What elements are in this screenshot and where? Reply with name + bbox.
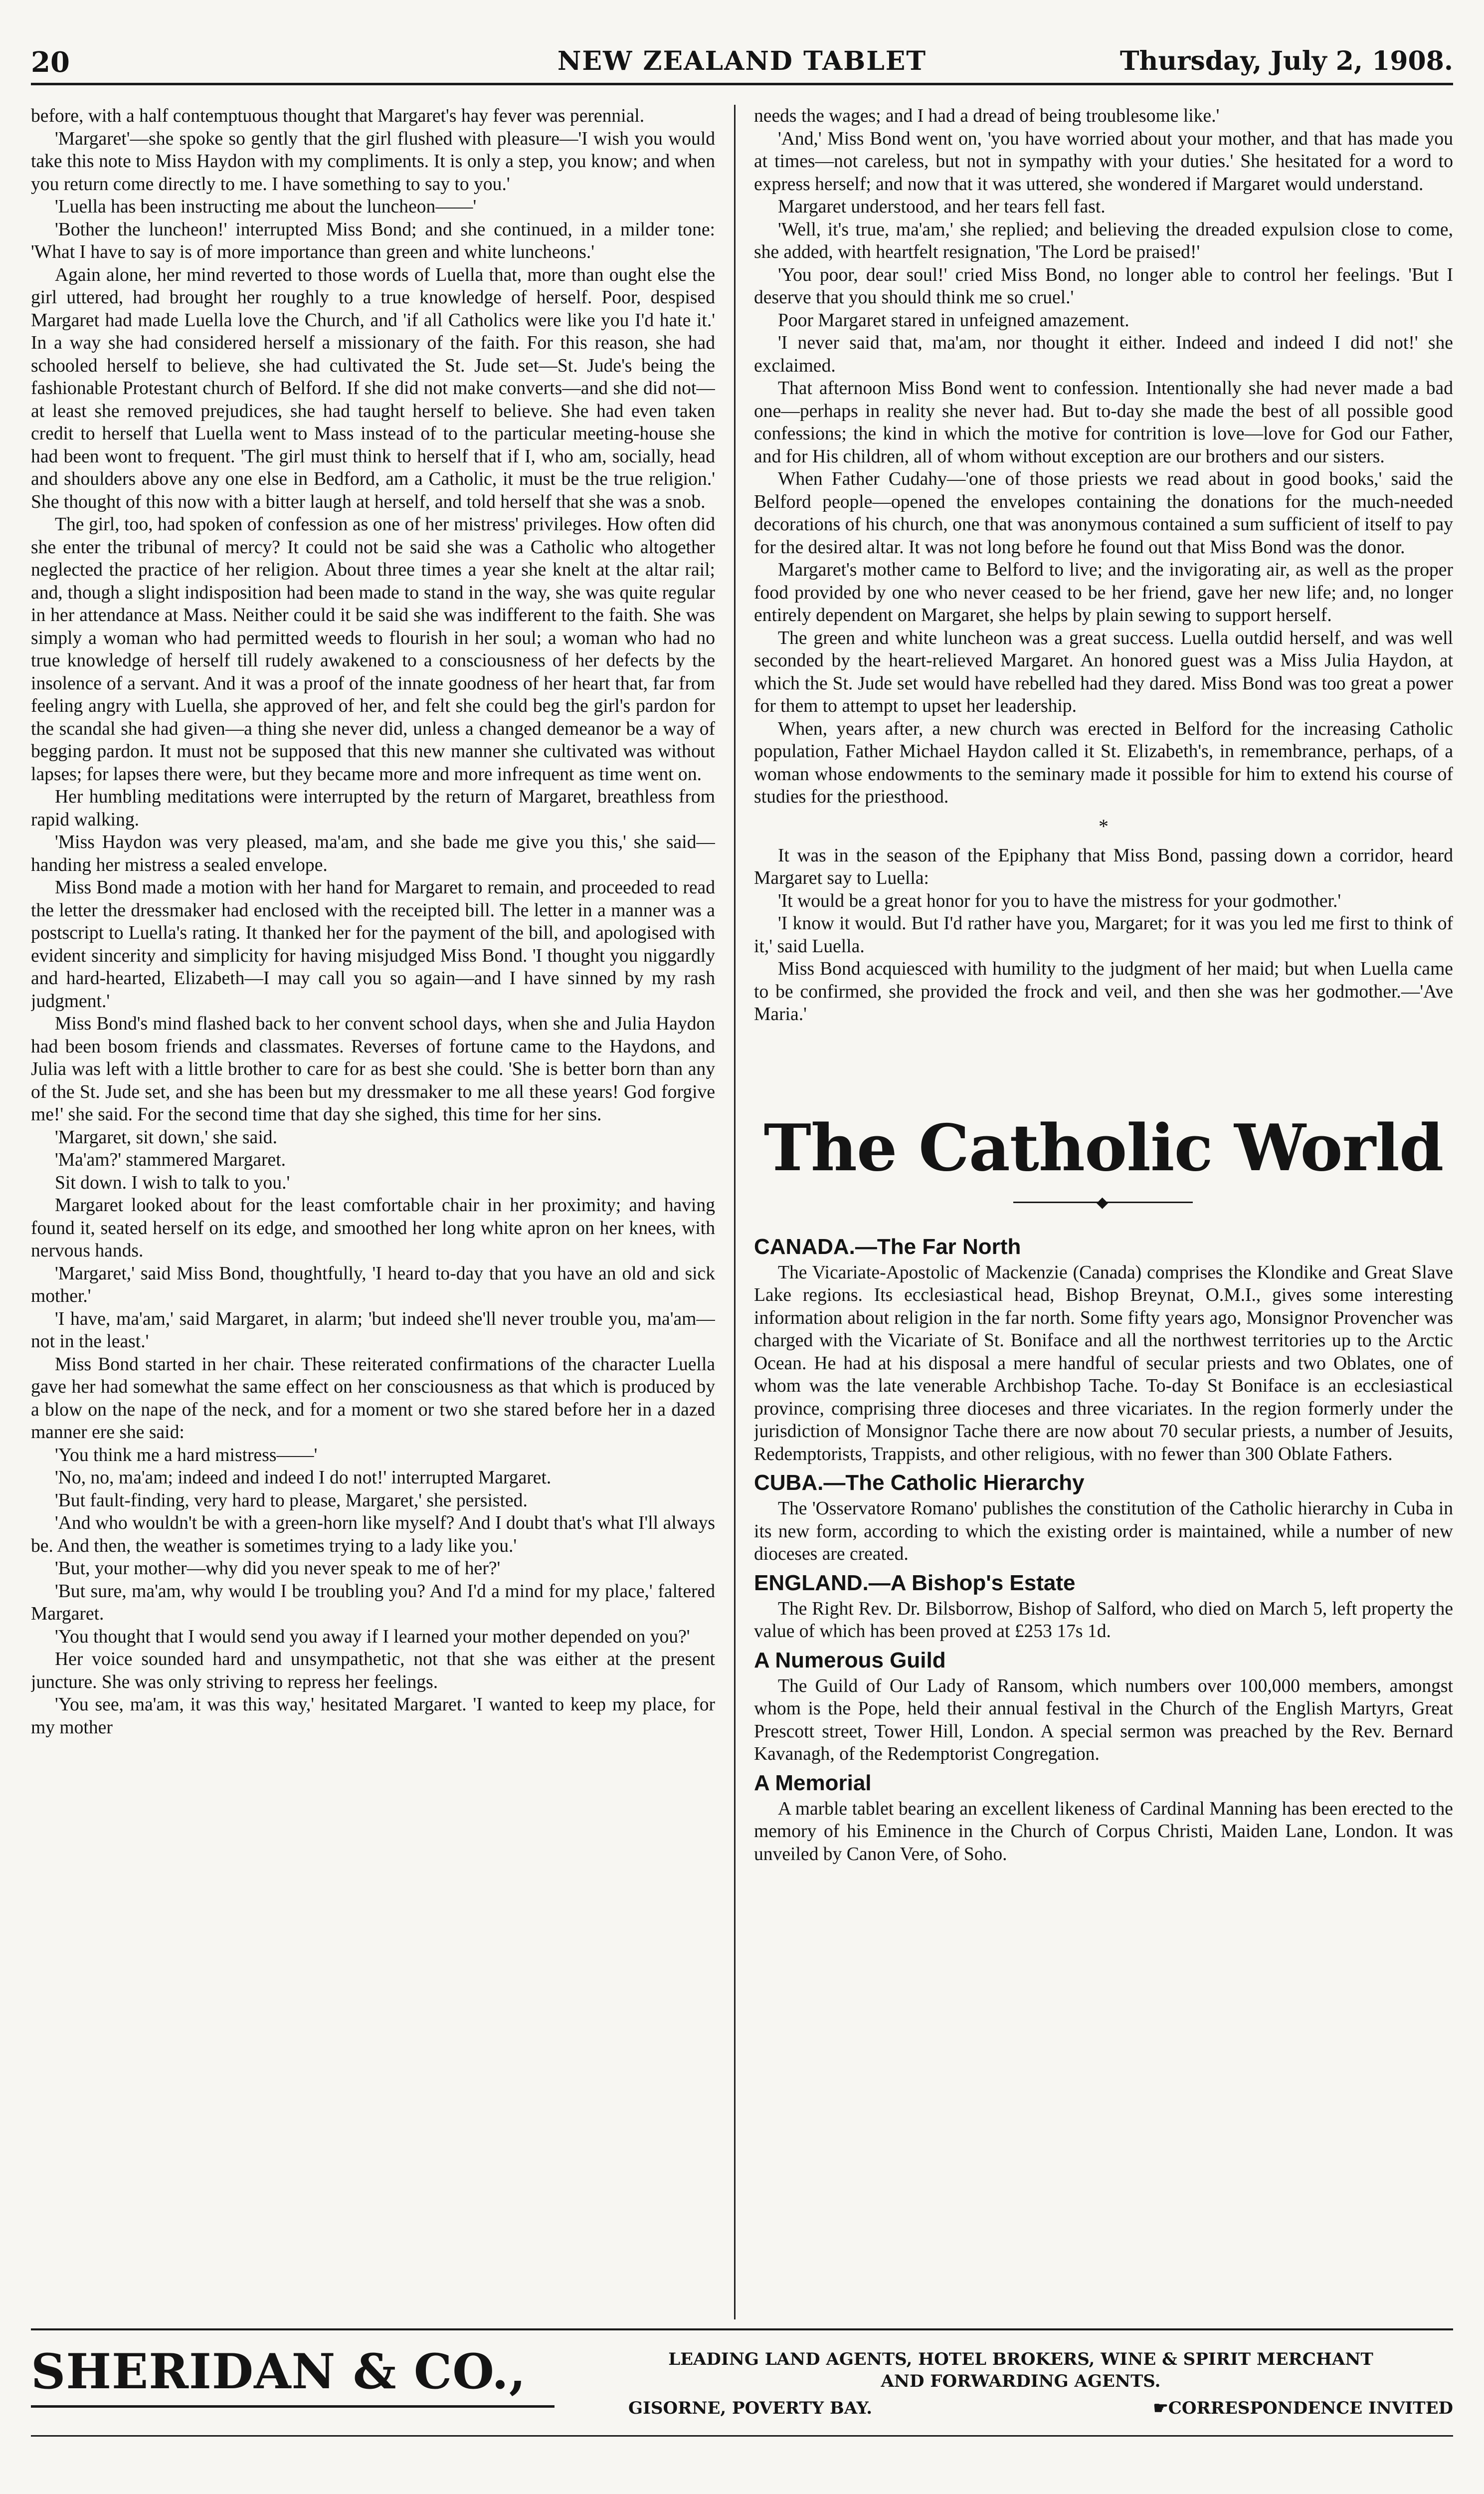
paragraph: Her voice sounded hard and unsympathetic, not that she was either at the present juncture. She was only striving to repress her feelings. bbox=[31, 1649, 715, 1692]
paragraph: Sit down. I wish to talk to you.' bbox=[55, 1172, 290, 1193]
news-heading: A Memorial bbox=[754, 1770, 872, 1795]
paragraph: 'You think me a hard mistress——' bbox=[55, 1445, 318, 1465]
paragraph: 'I know it would. But I'd rather have you, Margaret; for it was you led me first to think of it,' said Luella. bbox=[754, 913, 1453, 957]
page-number: 20 bbox=[31, 46, 70, 79]
paragraph: 'You see, ma'am, it was this way,' hesitated Margaret. 'I wanted to keep my place, for my mother bbox=[31, 1694, 715, 1738]
paragraph: 'Luella has been instructing me about the luncheon——' bbox=[55, 197, 477, 217]
advertisement-line: LEADING LAND AGENTS, HOTEL BROKERS, WINE & SPIRIT MERCHANT bbox=[668, 2349, 1373, 2369]
news-heading: CUBA.—The Catholic Hierarchy bbox=[754, 1470, 1085, 1495]
paragraph: 'But sure, ma'am, why would I be troubling you? And I'd a mind for my place,' faltered Margaret. bbox=[31, 1581, 715, 1624]
paragraph: 'Margaret'—she spoke so gently that the girl flushed with pleasure—'I wish you would take this note to Miss Haydon with my compliments. It is only a step, you know; and when you return come directly to me. I have something to say to you.' bbox=[31, 128, 715, 195]
paragraph: Her humbling meditations were interrupted by the return of Margaret, breathless from rapid walking. bbox=[31, 787, 715, 830]
section-separator-star: * bbox=[1099, 815, 1109, 837]
paragraph: before, with a half contemptuous thought that Margaret's hay fever was perennial. bbox=[31, 106, 645, 126]
diamond-icon: ◆ bbox=[1097, 1194, 1109, 1211]
paragraph: 'No, no, ma'am; indeed and indeed I do not!' interrupted Margaret. bbox=[55, 1467, 552, 1488]
paragraph: When, years after, a new church was erected in Belford for the increasing Catholic population, Father Michael Haydon called it St. Elizabeth's, in remembrance, perhaps, of a woman whose endowments to the seminary made it possible for him to extend his course of studies for the priesthood. bbox=[754, 718, 1453, 807]
column-divider bbox=[734, 105, 736, 2319]
paragraph: It was in the season of the Epiphany that Miss Bond, passing down a corridor, heard Margaret say to Luella: bbox=[754, 845, 1453, 888]
paragraph: Miss Bond acquiesced with humility to the judgment of her maid; but when Luella came to be confirmed, she provided the frock and veil, and then she was her godmother.—'Ave Maria.' bbox=[754, 959, 1453, 1025]
paragraph: 'Bother the luncheon!' interrupted Miss Bond; and she continued, in a milder tone: 'What I have to say is of more importance than green and white luncheons.' bbox=[31, 219, 715, 262]
paragraph: 'And,' Miss Bond went on, 'you have worried about your mother, and that has made you at times—not careless, but not in sympathy with your duties.' She hesitated for a word to express herself; and now that it was uttered, she wondered if Margaret would understand. bbox=[754, 128, 1453, 195]
paragraph: 'Margaret,' said Miss Bond, thoughtfully, 'I heard to-day that you have an old and sick mother.' bbox=[31, 1263, 715, 1306]
paragraph: Margaret's mother came to Belford to live; and the invigorating air, as well as the proper food provided by one who never ceased to be her friend, gave her new life; and, no longer entirely dependent on Margaret, she helps by plain sewing to support herself. bbox=[754, 560, 1453, 625]
title-ornament bbox=[754, 1193, 1453, 1213]
advertiser-underline bbox=[31, 2405, 555, 2408]
paragraph: 'But fault-finding, very hard to please, Margaret,' she persisted. bbox=[55, 1490, 528, 1511]
right-column bbox=[754, 105, 1453, 2319]
paragraph: Miss Bond's mind flashed back to her convent school days, when she and Julia Haydon had been bosom friends and classmates. Reverses of fortune came to the Haydons, and Julia was left with a little brother to care for as best she could. 'She is better born than any of the St. Jude set, and she has been but my dressmaker to me all these years! God forgive me!' she said. For the second time that day she sighed, this time for her sins. bbox=[31, 1014, 715, 1125]
paragraph: Again alone, her mind reverted to those words of Luella that, more than ought else the girl uttered, had brought her roughly to a true knowledge of herself. Poor, despised Margaret had made Luella love the Church, and 'if all Catholics were like you I'd hate it.' In a way she had considered herself a missionary of the faith. For this reason, she had schooled herself to believe, she had cultivated the St. Jude set—St. Jude's being the fashionable Protestant church of Belford. If she did not make converts—and she did not—at least she removed prejudices, she had taught herself to believe. She had even taken credit to herself that Luella went to Mass instead of to the particular meeting-house she had been wont to frequent. 'The girl must think to herself that if I, who am, socially, head and shoulders above any one else in Bedford, am a Catholic, it must be the true religion.' She thought of this now with a bitter laugh at herself, and told herself that she was a snob. bbox=[31, 264, 715, 512]
paragraph: needs the wages; and I had a dread of being troublesome like.' bbox=[754, 106, 1220, 126]
paragraph: 'I have, ma'am,' said Margaret, in alarm; 'but indeed she'll never trouble you, ma'am—not in the least.' bbox=[31, 1308, 715, 1352]
news-heading: ENGLAND.—A Bishop's Estate bbox=[754, 1570, 1076, 1595]
paragraph: The girl, too, had spoken of confession as one of her mistress' privileges. How often did she enter the tribunal of mercy? It could not be said she was a Catholic who altogether neglected the practice of her religion. About three times a year she knelt at the altar rail; and, though a slight indisposition had been made to stand in the way, she was quite regular in her attendance at Mass. Neither could it be said she was indifferent to the faith. She was simply a woman who had permitted weeds to flourish in her soul; a woman who had no true knowledge of herself till rudely awakened to a consciousness of her defects by the insolence of a servant. And it was a proof of the innate goodness of her heart that, far from feeling angry with Luella, she approved of her, and felt she could beg the girl's pardon for the scandal she had given—a thing she never did, unless a changed demeanor be a way of begging pardon. It must not be supposed that this new manner she cultivated was without lapses; for lapses there were, but they became more and more infrequent as time went on. bbox=[31, 514, 715, 785]
issue-date: Thursday, July 2, 1908. bbox=[1119, 46, 1453, 76]
advertisement-location: GISORNE, POVERTY BAY. bbox=[628, 2398, 873, 2418]
paragraph: 'Miss Haydon was very pleased, ma'am, and she bade me give you this,' she said—handing her mistress a sealed envelope. bbox=[31, 832, 715, 875]
paragraph: Miss Bond made a motion with her hand for Margaret to remain, and proceeded to read the letter the dressmaker had enclosed with the receipted bill. The letter in a manner was a postscript to Luella's rating. It thanked her for the payment of the bill, and apologised with evident sincerity and simplicity for having misjudged Miss Bond. 'I thought you niggardly and hard-hearted, Elizabeth—I may call you so again—and I have sinned by my rash judgment.' bbox=[31, 877, 715, 1012]
paragraph: Poor Margaret stared in unfeigned amazement. bbox=[778, 310, 1129, 331]
paragraph: That afternoon Miss Bond went to confession. Intentionally she had never made a bad one—perhaps in reality she never had. But to-day she made the best of all possible good confessions; the kind in which the motive for contrition is love—love for God our Father, and for His children, all of whom without exception are our brothers and our sisters. bbox=[754, 378, 1453, 467]
paragraph: The green and white luncheon was a great success. Luella outdid herself, and was well seconded by the heart-relieved Margaret. An honored guest was a Miss Julia Haydon, at which the St. Jude set would have rebelled had they dared. Miss Bond was too great a power for them to attempt to upset her leadership. bbox=[754, 627, 1453, 716]
advertisement-line: AND FORWARDING AGENTS. bbox=[881, 2371, 1161, 2391]
catholic-world-title: The Catholic World bbox=[763, 1110, 1444, 1186]
bottom-rule bbox=[31, 2435, 1453, 2437]
paragraph: When Father Cudahy—'one of those priests we read about in good books,' said the Belford people—opened the envelopes containing the donations for the much-needed decorations of his church, one that was anonymous contained a sum sufficient of itself to pay for the desired altar. It was not long before he found out that Miss Bond was the donor. bbox=[754, 469, 1453, 558]
paragraph: 'But, your mother—why did you never speak to me of her?' bbox=[55, 1558, 501, 1579]
paragraph: 'You thought that I would send you away if I learned your mother depended on you?' bbox=[55, 1626, 690, 1647]
news-paragraph: The 'Osservatore Romano' publishes the constitution of the Catholic hierarchy in Cuba in its new form, according to which the existing order is maintained, while a number of new dioceses are created. bbox=[754, 1498, 1453, 1564]
advertisement-text bbox=[588, 2348, 1453, 2392]
news-paragraph: The Right Rev. Dr. Bilsborrow, Bishop of Salford, who died on March 5, left property the value of which has been proved at £253 17s 1d. bbox=[754, 1598, 1453, 1642]
news-paragraph: A marble tablet bearing an excellent likeness of Cardinal Manning has been erected to the memory of his Eminence in the Church of Corpus Christi, Maiden Lane, London. It was unveiled by Canon Vere, of Soho. bbox=[754, 1798, 1453, 1865]
news-heading: A Numerous Guild bbox=[754, 1648, 946, 1672]
paragraph: 'It would be a great honor for you to have the mistress for your godmother.' bbox=[778, 890, 1341, 911]
paragraph: 'You poor, dear soul!' cried Miss Bond, no longer able to control her feelings. 'But I deserve that you should think me so cruel.' bbox=[754, 264, 1453, 308]
advertiser-name: SHERIDAN & CO., bbox=[31, 2343, 527, 2400]
publication-title: NEW ZEALAND TABLET bbox=[557, 46, 927, 76]
masthead bbox=[31, 46, 1453, 81]
paragraph: Miss Bond started in her chair. These reiterated confirmations of the character Luella gave her had somewhat the same effect on her consciousness as that which is produced by a blow on the nape of the neck, and for a moment or two she stared before her in a dazed manner ere she said: bbox=[31, 1354, 715, 1443]
advertisement-rule bbox=[31, 2328, 1453, 2330]
paragraph: Margaret looked about for the least comfortable chair in her proximity; and having found it, seated herself on its edge, and smoothed her long white apron on her knees, with nervous hands. bbox=[31, 1195, 715, 1261]
left-column bbox=[31, 105, 715, 2319]
news-heading: CANADA.—The Far North bbox=[754, 1234, 1021, 1259]
paragraph: Margaret understood, and her tears fell fast. bbox=[778, 197, 1106, 217]
paragraph: 'Well, it's true, ma'am,' she replied; and believing the dreaded expulsion close to come, she added, with heartfelt resignation, 'The Lord be praised!' bbox=[754, 219, 1453, 262]
news-paragraph: The Vicariate-Apostolic of Mackenzie (Canada) comprises the Klondike and Great Slave Lake regions. Its ecclesiastical head, Bishop Breynat, O.M.I., gives some interesting information about religion in the far north. Some fifty years ago, Monsignor Provencher was charged with the Vicariate of St. Boniface and all the northwest territories up to the Arctic Ocean. He had at his disposal a mere handful of secular priests and two Oblates, one of whom was the late venerable Archbishop Tache. To-day St Boniface is an ecclesiastical province, comprising three dioceses and three vicariates. In the region formerly under the jurisdiction of Monsignor Tache there are now about 70 secular priests, a number of Jesuits, Redemptorists, Trappists, and other religious, with no fewer than 300 Oblate Fathers. bbox=[754, 1262, 1453, 1464]
paragraph: 'And who wouldn't be with a green-horn like myself? And I doubt that's what I'll always be. And then, the weather is sometimes trying to a lady like you.' bbox=[31, 1513, 715, 1556]
masthead-rule bbox=[31, 83, 1453, 85]
advertisement-invite: ☛CORRESPONDENCE INVITED bbox=[1153, 2398, 1453, 2418]
paragraph: 'Margaret, sit down,' she said. bbox=[55, 1127, 277, 1148]
news-paragraph: The Guild of Our Lady of Ransom, which numbers over 100,000 members, amongst whom is the Pope, held their annual festival in the Church of the English Martyrs, Great Prescott street, Tower Hill, London. A special sermon was preached by the Rev. Bernard Kavanagh, of the Redemptorist Congregation. bbox=[754, 1675, 1453, 1764]
paragraph: 'I never said that, ma'am, nor thought it either. Indeed and indeed I did not!' she exclaimed. bbox=[754, 333, 1453, 376]
paragraph: 'Ma'am?' stammered Margaret. bbox=[55, 1150, 286, 1170]
